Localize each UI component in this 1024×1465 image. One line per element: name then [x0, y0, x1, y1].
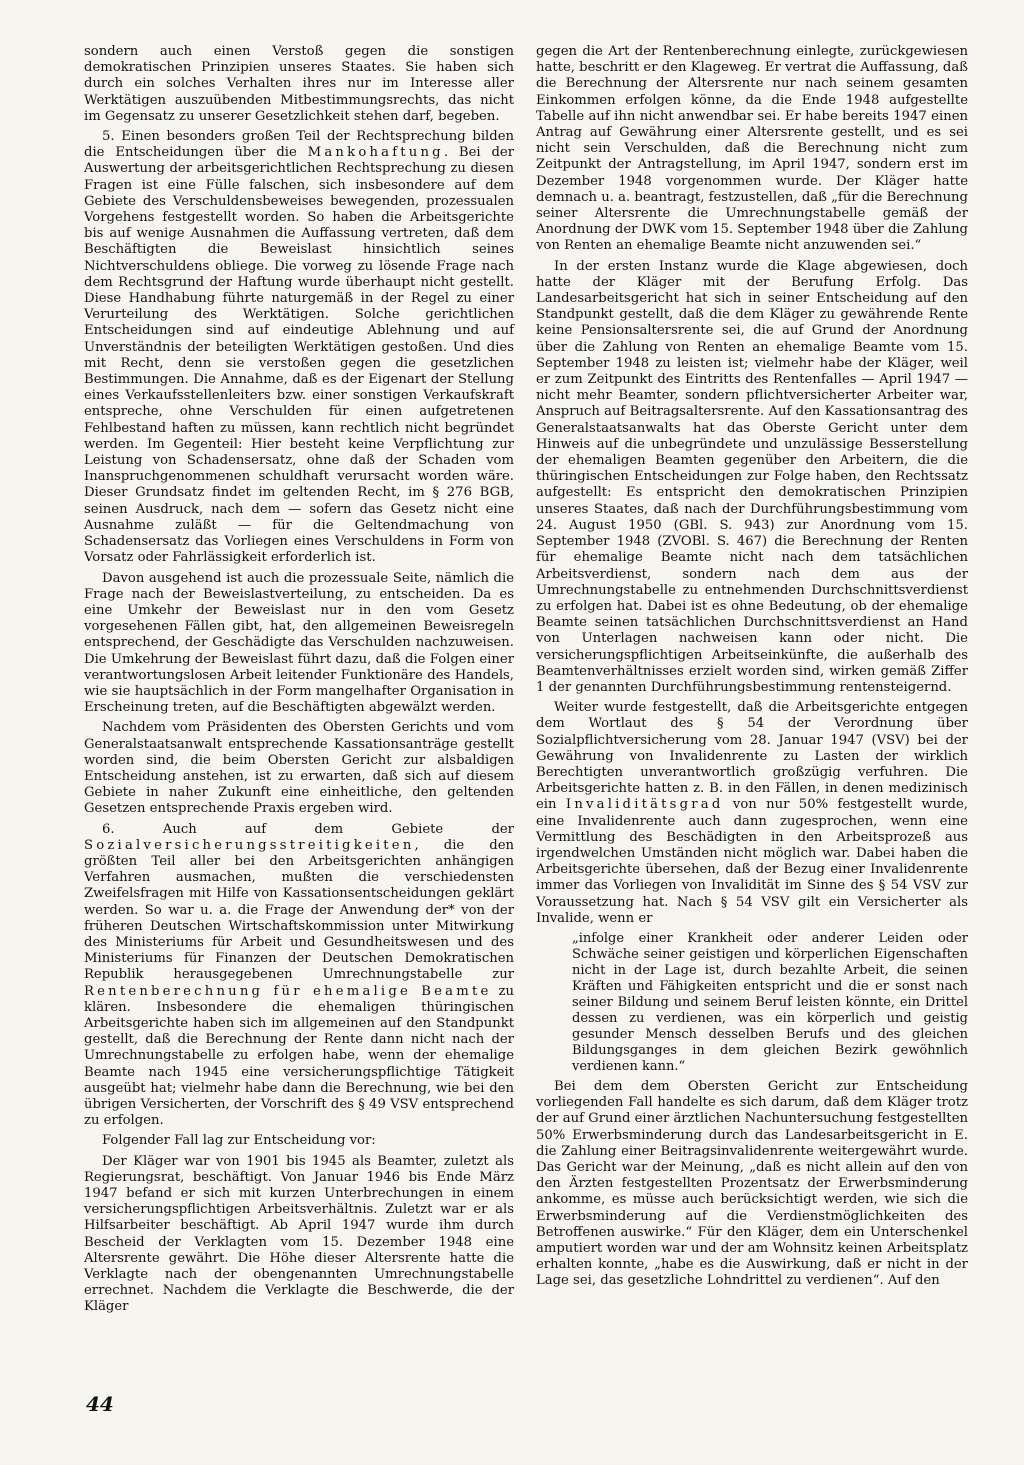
right-column	[536, 44, 968, 1294]
paragraph: Davon ausgehend ist auch die prozessuale Seite, nämlich die Frage nach der Beweislastverteilung, zu entscheiden. Da es eine Umkehr der Beweislast nur in den vom Gesetz vorgesehenen Fällen gibt, hat, den allgemeinen Beweisregeln entsprechend, der Geschädigte das Verschulden nachzuweisen. Die Umkehrung der Beweislast führt dazu, daß die Folgen einer verantwortungslosen Arbeit leitender Funktionäre des Handels, wie sie hauptsächlich in der Form mangelhafter Organisation in Erscheinung treten, auf die Beschäftigten abgewälzt werden.	[84, 570, 514, 716]
paragraph: 6. Auch auf dem Gebiete der Sozialversicherungsstreitigkeiten, die den größten Teil aller bei den Arbeitsgerichten anhängigen Verfahren ausmachen, mußten die verschiedensten Zweifelsfragen mit Hilfe von Kassationsentscheidungen geklärt werden. So war u. a. die Frage der Anwendung der* von der früheren Deutschen Wirtschaftskommission unter Mitwirkung des Ministeriums für Arbeit und Gesundheitswesen und des Ministeriums für Finanzen der Deutschen Demokratischen Republik herausgegebenen Umrechnungstabelle zur Rentenberechnung für ehemalige Beamte zu klären. Insbesondere die ehemaligen thüringischen Arbeitsgerichte haben sich im allgemeinen auf den Standpunkt gestellt, daß die Berechnung der Rente dann nicht nach der Umrechnungstabelle zu erfolgen habe, wenn der ehemalige Beamte nach 1945 eine versicherungspflichtige Tätigkeit ausgeübt hat; vielmehr habe dann die Berechnung, wie bei den übrigen Versicherten, der Vorschrift des § 49 VSV entsprechend zu erfolgen.	[84, 821, 514, 1129]
paragraph: Weiter wurde festgestellt, daß die Arbeitsgerichte entgegen dem Wortlaut des § 54 der Verordnung über Sozialpflichtversicherung vom 28. Januar 1947 (VSV) bei der Gewährung von Invalidenrente zu Lasten der wirklich Berechtigten unverantwortlich großzügig verfuhren. Die Arbeitsgerichte hatten z. B. in den Fällen, in denen medizinisch ein Invaliditätsgrad von nur 50% festgestellt wurde, eine Invalidenrente auch dann zugesprochen, wenn eine Vermittlung des Beschädigten in den Arbeitsprozeß aus irgendwelchen Umständen nicht möglich war. Dabei haben die Arbeitsgerichte übersehen, daß der Bezug einer Invalidenrente immer das Vorliegen von Invalidität im Sinne des § 54 VSV zur Voraussetzung hat. Nach § 54 VSV gilt ein Versicherter als Invalide, wenn er	[536, 700, 968, 926]
paragraph: Nachdem vom Präsidenten des Obersten Gerichts und vom Generalstaatsanwalt entsprechende Kassationsanträge gestellt worden sind, die beim Obersten Gericht zur alsbaldigen Entscheidung anstehen, ist zu erwarten, daß sich auf diesem Gebiete in naher Zukunft eine einheitliche, den geltenden Gesetzen entsprechende Praxis ergeben wird.	[84, 720, 514, 817]
spaced-term: Invaliditätsgrad	[565, 797, 724, 813]
paragraph: Bei dem dem Obersten Gericht zur Entscheidung vorliegenden Fall handelte es sich darum, daß dem Kläger trotz der auf Grund einer ärztlichen Nachuntersuchung festgestellten 50% Erwerbsminderung durch das Landesarbeitsgericht in E. die Zahlung einer Beitragsinvalidenrente weitergewährt wurde. Das Gericht war der Meinung, „daß es nicht allein auf den von den Ärzten festgestellten Prozentsatz der Erwerbsminderung ankomme, es müsse auch berücksichtigt werden, wie sich die Erwerbsminderung auf die Verdienstmöglichkeiten des Betroffenen auswirke.“ Für den Kläger, dem ein Unterschenkel amputiert worden war und der am Wohnsitz keinen Arbeitsplatz erhalten konnte, „habe es die Auswirkung, daß er nicht in der Lage sei, das gesetzliche Lohndrittel zu verdienen“. Auf den	[536, 1078, 969, 1289]
paragraph: sondern auch einen Verstoß gegen die sonstigen demokratischen Prinzipien unseres Staates. Sie haben sich durch ein solches Verhalten ihres nur im Interesse aller Werktätigen auszuübenden Mitbestimmungsrechts, das nicht im Gegensatz zu unserer Gesetzlichkeit stehen darf, begeben.	[84, 44, 514, 124]
paragraph: 5. Einen besonders großen Teil der Rechtsprechung bilden die Entscheidungen über die Mankohaftung. Bei der Auswertung der arbeitsgerichtlichen Rechtsprechung zu diesen Fragen ist eine Fülle falschen, sich insbesondere auf dem Gebiete des Verschuldensbeweises bewegenden, prozessualen Vorgehens festgestellt worden. So haben die Arbeitsgerichte bis auf wenige Ausnahmen die Auffassung vertreten, daß dem Beschäftigten die Beweislast hinsichtlich seines Nichtverschuldens obliege. Die vorweg zu lösende Frage nach dem Rechtsgrund der Haftung wurde überhaupt nicht gestellt. Diese Handhabung führte naturgemäß in der Regel zu einer Verurteilung des Werktätigen. Solche gerichtlichen Entscheidungen sind auf eindeutige Ablehnung und auf Unverständnis der beteiligten Werktätigen gestoßen. Und dies mit Recht, denn sie verstoßen gegen die gesetzlichen Bestimmungen. Die Annahme, daß es der Eigenart der Stellung eines Verkaufsstellenleiters bzw. einer sonstigen Verkaufskraft entspreche, ohne Verschulden für einen aufgetretenen Fehlbestand haften zu müssen, kann rechtlich nicht begründet werden. Im Gegenteil: Hier besteht keine Verpflichtung zur Leistung von Schadensersatz, ohne daß der Schaden vom Inanspruchgenommenen schuldhaft verursacht worden wäre. Dieser Grundsatz findet im geltenden Recht, im § 276 BGB, seinen Ausdruck, nach dem — sofern das Gesetz nicht eine Ausnahme zuläßt — für die Geltendmachung von Schadensersatz das Vorliegen eines Verschuldens in Form von Vorsatz oder Fahrlässigkeit erforderlich ist.	[84, 129, 515, 566]
left-column	[84, 44, 514, 1320]
paragraph: Folgender Fall lag zur Entscheidung vor:	[102, 1133, 376, 1149]
page-number: 44	[86, 1392, 114, 1416]
spaced-term: Mankohaftung	[307, 145, 444, 161]
paragraph: In der ersten Instanz wurde die Klage abgewiesen, doch hatte der Kläger mit der Berufung Erfolg. Das Landesarbeitsgericht hat sich in seiner Entscheidung auf den Standpunkt gestellt, daß die dem Kläger zu gewährende Rente keine Pensionsaltersrente sei, die auf Grund der Anordnung über die Zahlung von Renten an ehemalige Beamte vom 15. September 1948 zu leisten ist; vielmehr habe der Kläger, weil er zum Zeitpunkt des Eintritts des Rentenfalles — April 1947 — nicht mehr Beamter, sondern pflichtversicherter Arbeiter war, Anspruch auf Beitragsaltersrente. Auf den Kassationsantrag des Generalstaatsanwalts hat das Oberste Gericht unter dem Hinweis auf die unbegründete und unzulässige Besserstellung der ehemaligen Beamten gegenüber den Arbeitern, die die thüringischen Entscheidungen zur Folge haben, den Rechtssatz aufgestellt: Es entspricht den demokratischen Prinzipien unseres Staates, daß nach der Durchführungsbestimmung vom 24. August 1950 (GBl. S. 943) zur Anordnung vom 15. September 1948 (ZVOBl. S. 467) die Berechnung der Renten für ehemalige Beamte nicht nach dem tatsächlichen Arbeitsverdienst, sondern nach dem aus der Umrechnungstabelle zu entnehmenden Durchschnittsverdienst zu erfolgen hat. Dabei ist es ohne Bedeutung, ob der ehemalige Beamte seinen tatsächlichen Durchschnittsverdienst an Hand von Unterlagen nachweisen kann oder nicht. Die versicherungspflichtigen Arbeitseinkünfte, die außerhalb des Beamtenverhältnisses erzielt worden sind, wirken gemäß Ziffer 1 der genannten Durchführungsbestimmung rentensteigernd.	[536, 258, 968, 695]
paragraph: Der Kläger war von 1901 bis 1945 als Beamter, zuletzt als Regierungsrat, beschäftigt. Von Januar 1946 bis Ende März 1947 befand er sich mit kurzen Unterbrechungen in einem versicherungspflichtigen Arbeitsverhältnis. Zuletzt war er als Hilfsarbeiter beschäftigt. Ab April 1947 wurde ihm durch Bescheid der Verklagten vom 15. Dezember 1948 eine Altersrente gewährt. Die Höhe dieser Altersrente hatte die Verklagte nach der obengenannten Umrechnungstabelle errechnet. Nachdem die Verklagte die Beschwerde, die der Kläger	[84, 1153, 514, 1315]
spaced-term: Sozialversicherungsstreitigkeiten	[84, 837, 415, 853]
paragraph: gegen die Art der Rentenberechnung einlegte, zurückgewiesen hatte, beschritt er den Klageweg. Er vertrat die Auffassung, daß die Berechnung der Altersrente nur nach seinem gesamten Einkommen erfolgen könne, da die Ende 1948 aufgestellte Tabelle auf ihn nicht anwendbar sei. Er habe bereits 1947 einen Antrag auf Gewährung einer Altersrente gestellt, und es sei nicht sein Verschulden, daß die Berechnung nicht zum Zeitpunkt der Antragstellung, im April 1947, sondern erst im Dezember 1948 vorgenommen wurde. Der Kläger hatte demnach u. a. beantragt, festzustellen, daß „für die Berechnung seiner Altersrente die Umrechnungstabelle gemäß der Anordnung der DWK vom 15. September 1948 über die Zahlung von Renten an ehemalige Beamte nicht anzuwenden sei.“	[536, 44, 968, 254]
spaced-term: Rentenberechnung für ehemalige Beamte	[84, 983, 492, 999]
legal-quote: „infolge einer Krankheit oder anderer Leiden oder Schwäche seiner geistigen und körperlichen Eigenschaften nicht in der Lage ist, durch bezahlte Arbeit, die seinen Kräften und Fähigkeiten entspricht und die er sonst nach seiner Bildung und seinem Beruf leisten könnte, ein Drittel dessen zu verdienen, was ein körperlich und geistig gesunder Mensch desselben Berufs und des gleichen Bildungsganges in dem gleichen Bezirk gewöhnlich verdienen kann.“	[572, 930, 968, 1074]
